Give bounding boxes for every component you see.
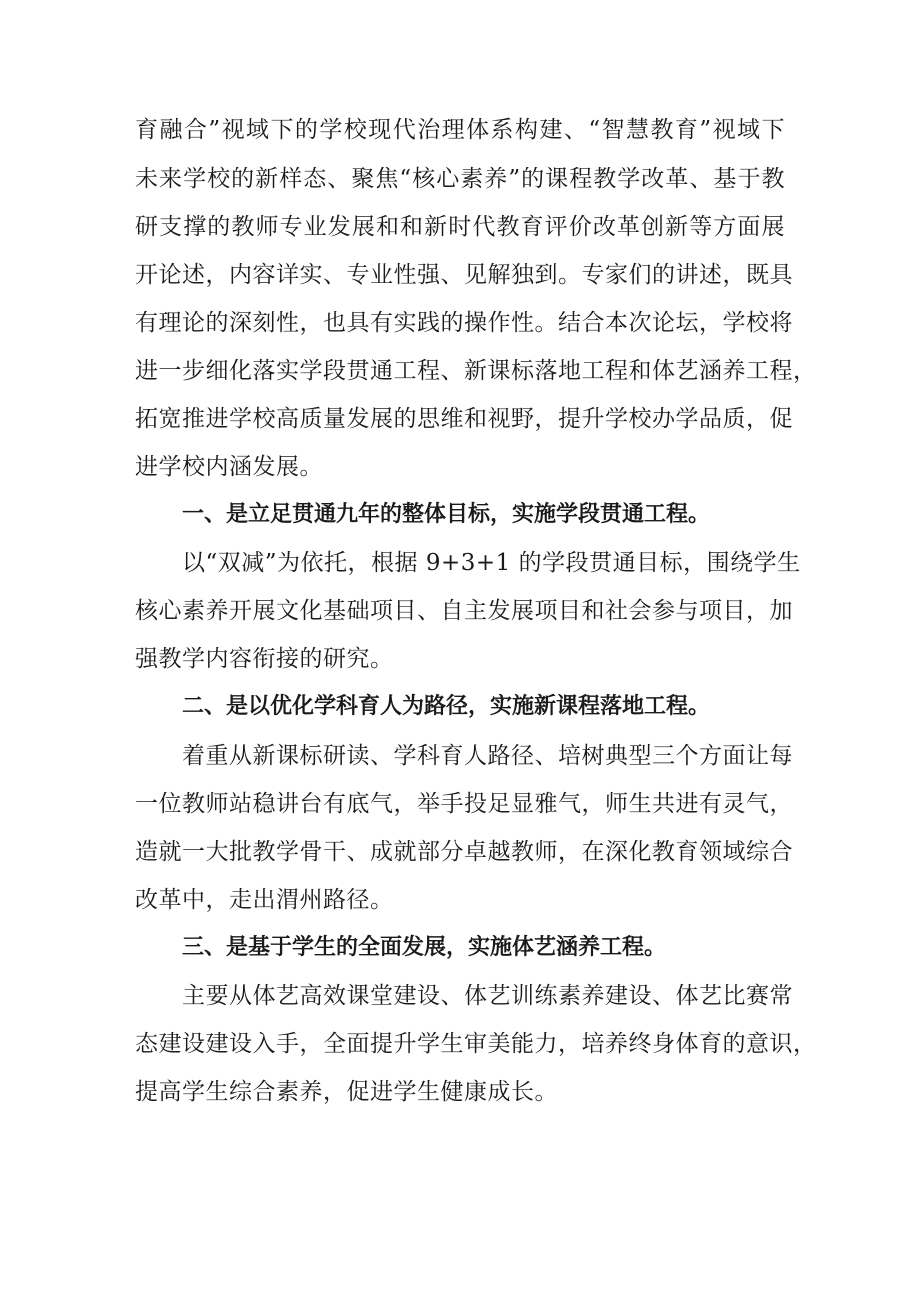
paragraph-line: 进一步细化落实学段贯通工程、新课标落地工程和体艺涵养工程， [135, 358, 817, 384]
paragraph-line: 造就一大批教学骨干、成就部分卓越教师，在深化教育领域综合 [135, 839, 793, 865]
paragraph-line: 强教学内容衔接的研究。 [135, 646, 394, 672]
paragraph-line: 未来学校的新样态、聚焦“核心素养”的课程教学改革、基于教 [135, 166, 785, 192]
section-heading-3: 三、是基于学生的全面发展，实施体艺涵养工程。 [182, 935, 667, 960]
section-heading-1: 一、是立足贯通九年的整体目标，实施学段贯通工程。 [182, 502, 711, 527]
paragraph-line: 提高学生综合素养，促进学生健康成长。 [135, 1079, 558, 1105]
paragraph-line: 研支撑的教师专业发展和和新时代教育评价改革创新等方面展 [135, 214, 785, 240]
paragraph-line: 一位教师站稳讲台有底气，举手投足显雅气，师生共进有灵气， [135, 791, 793, 817]
paragraph-line: 育融合”视域下的学校现代治理体系构建、“智慧教育”视域下 [135, 117, 785, 143]
paragraph-line: 有理论的深刻性，也具有实践的操作性。结合本次论坛，学校将 [135, 310, 793, 336]
paragraph-line: 主要从体艺高效课堂建设、体艺训练素养建设、体艺比赛常 [182, 983, 793, 1009]
paragraph-line: 改革中，走出渭州路径。 [135, 887, 394, 913]
section-heading-2: 二、是以优化学科育人为路径，实施新课程落地工程。 [182, 694, 711, 719]
paragraph-line: 拓宽推进学校高质量发展的思维和视野，提升学校办学品质，促 [135, 406, 793, 432]
paragraph-line: 态建设建设入手，全面提升学生审美能力，培养终身体育的意识， [135, 1031, 817, 1057]
paragraph-line: 进学校内涵发展。 [135, 454, 323, 480]
paragraph-line: 开论述，内容详实、专业性强、见解独到。专家们的讲述，既具 [135, 262, 793, 288]
paragraph-line: 着重从新课标研读、学科育人路径、培树典型三个方面让每 [182, 743, 793, 769]
paragraph-line: 核心素养开展文化基础项目、自主发展项目和社会参与项目，加 [135, 598, 793, 624]
paragraph-line: 以“双减”为依托，根据 9+3+1 的学段贯通目标，围绕学生 [182, 550, 801, 576]
